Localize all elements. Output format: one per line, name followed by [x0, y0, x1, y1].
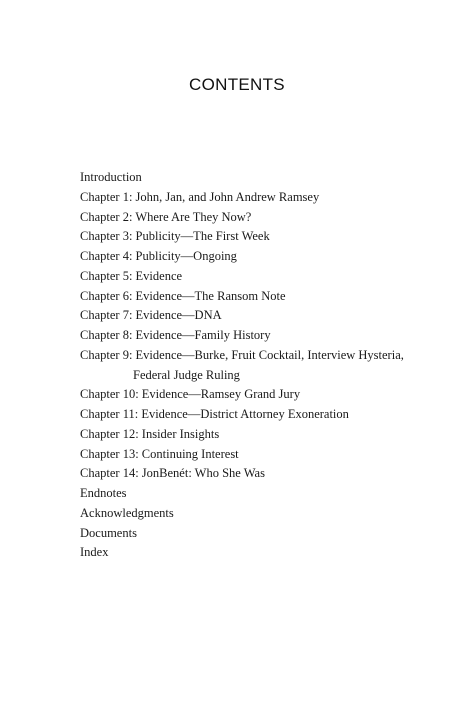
toc-entry-chapter-4: Chapter 4: Publicity—Ongoing: [80, 249, 237, 263]
table-of-contents: [80, 168, 450, 563]
toc-entry-chapter-2: Chapter 2: Where Are They Now?: [80, 209, 252, 224]
toc-entry-chapter-5: Chapter 5: Evidence: [80, 268, 183, 283]
toc-entry-chapter-6: Chapter 6: Evidence—The Ransom Note: [80, 288, 286, 303]
toc-entry-chapter-14: Chapter 14: JonBenét: Who She Was: [80, 466, 265, 481]
toc-entry-index: Index: [80, 545, 109, 560]
toc-entry-chapter-8: Chapter 8: Evidence—Family History: [80, 328, 271, 342]
toc-entry-endnotes: Endnotes: [80, 486, 127, 500]
toc-entry-chapter-10: Chapter 10: Evidence—Ramsey Grand Jury: [80, 387, 301, 402]
toc-entry-introduction: Introduction: [80, 170, 142, 184]
toc-entry-documents: Documents: [80, 525, 137, 540]
toc-entry-chapter-11: Chapter 11: Evidence—District Attorney Exoneration: [80, 407, 349, 421]
toc-entry-acknowledgments: Acknowledgments: [80, 505, 174, 520]
toc-entry-chapter-3: Chapter 3: Publicity—The First Week: [80, 229, 270, 244]
toc-entry-chapter-9: Chapter 9: Evidence—Burke, Fruit Cocktail, Interview Hysteria,: [80, 347, 404, 362]
page-title: CONTENTS: [189, 75, 285, 94]
toc-entry-chapter-12: Chapter 12: Insider Insights: [80, 426, 220, 441]
toc-entry-chapter-7: Chapter 7: Evidence—DNA: [80, 308, 222, 323]
toc-entry-chapter-9-continued: Federal Judge Ruling: [133, 367, 240, 382]
toc-entry-chapter-13: Chapter 13: Continuing Interest: [80, 446, 239, 461]
toc-entry-chapter-1: Chapter 1: John, Jan, and John Andrew Ramsey: [80, 189, 320, 204]
